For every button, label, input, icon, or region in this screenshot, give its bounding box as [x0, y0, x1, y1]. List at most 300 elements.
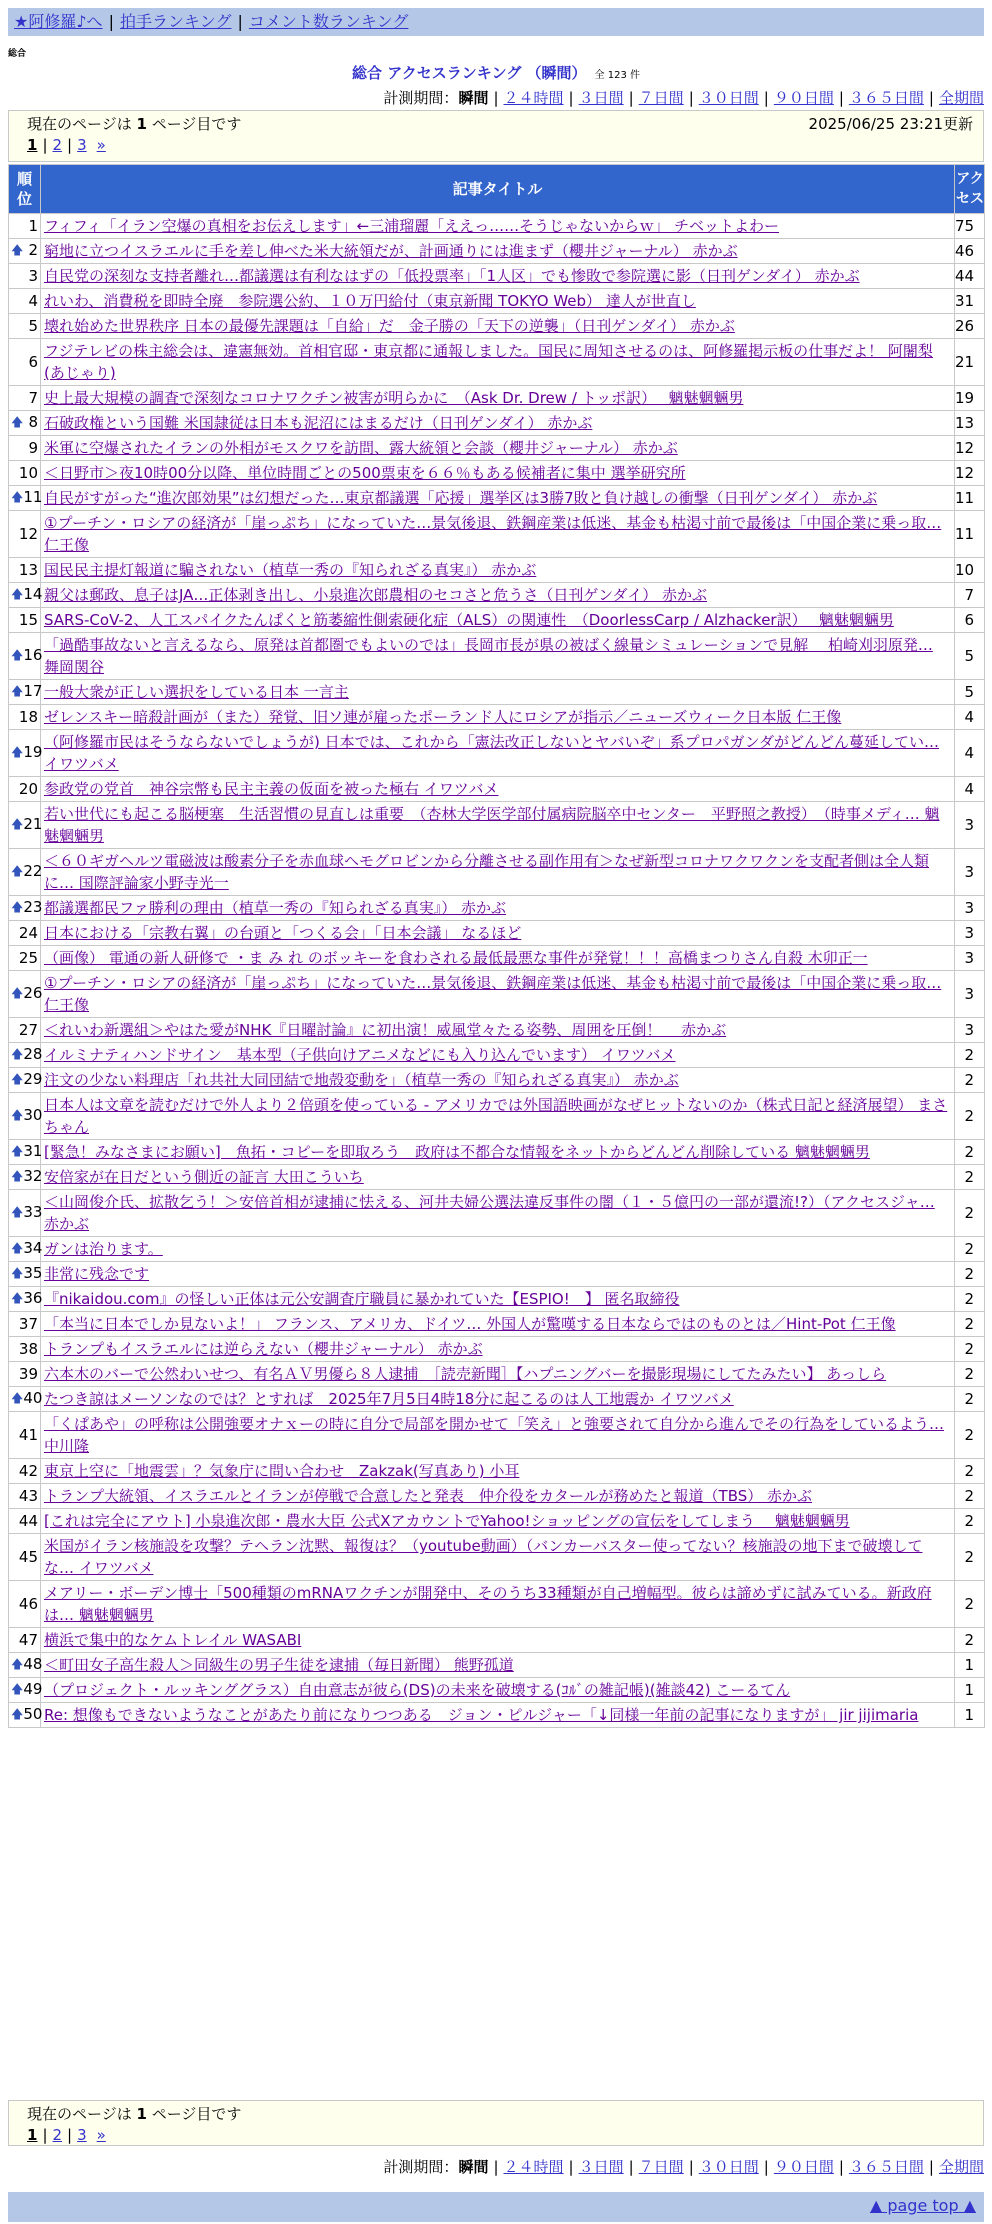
- access-count: 4: [955, 777, 985, 802]
- rank-cell: [9, 1262, 41, 1287]
- article-link[interactable]: 六本木のバーで公然わいせつ、有名ＡＶ男優ら８人逮捕 ［読売新聞］【ハプニングバーを撮影現場にしてたみたい】 あっしら: [44, 1365, 887, 1383]
- page-link-0[interactable]: 1: [27, 136, 38, 154]
- page-link-2[interactable]: 3: [77, 136, 87, 154]
- access-count: 5: [955, 680, 985, 705]
- access-count: 3: [955, 1018, 985, 1043]
- article-link[interactable]: ＜山岡俊介氏、拡散乞う！＞安倍首相が逮捕に怯える、河井夫婦公選法違反事件の闇（１・５億円の一部が還流!?）（アクセスジャ… 赤かぶ: [44, 1193, 935, 1233]
- table-row: [9, 1337, 985, 1362]
- article-link[interactable]: フィフィ「イラン空爆の真相をお伝えします」←三浦瑠麗「ええっ……そうじゃないからｗ」 チベットよわー: [44, 217, 779, 235]
- title-cell: [41, 849, 955, 896]
- rank-cell: [9, 1165, 41, 1190]
- rank-cell: [9, 802, 41, 849]
- rank-number: 26: [23, 983, 43, 1002]
- access-count: 4: [955, 705, 985, 730]
- up-arrow-icon: 🡅: [11, 1706, 24, 1721]
- rank-number: 1: [28, 217, 38, 235]
- access-count: 75: [955, 214, 985, 239]
- rank-cell: [9, 1287, 41, 1312]
- title-cell: [41, 558, 955, 583]
- page-links: [27, 2126, 973, 2144]
- rank-cell: [9, 777, 41, 802]
- article-link[interactable]: 自民がすがった“進次郎効果”は幻想だった…東京都議選「応援」選挙区は3勝7敗と負け越しの衝撃（日刊ゲンダイ） 赤かぶ: [44, 489, 878, 507]
- table-row: [9, 436, 985, 461]
- page-status-suffix: ページ目です: [151, 2105, 242, 2123]
- title-cell: [41, 921, 955, 946]
- page-separator: |: [67, 2126, 73, 2144]
- title-cell: [41, 289, 955, 314]
- title-cell: [41, 486, 955, 511]
- table-header-row: [9, 165, 985, 214]
- access-count: 2: [955, 1459, 985, 1484]
- ranking-table: [8, 164, 985, 1728]
- rank-number: 30: [23, 1105, 43, 1124]
- rank-cell: [9, 511, 41, 558]
- table-row: [9, 1165, 985, 1190]
- table-row: [9, 411, 985, 436]
- rank-number: 7: [28, 389, 38, 407]
- article-link[interactable]: 親父は郵政、息子はJA…正体剥き出し、小泉進次郎農相のセコさと危うさ（日刊ゲンダイ） 赤かぶ: [44, 586, 707, 604]
- page-status-current: 1: [136, 115, 147, 133]
- page-link-3[interactable]: »: [96, 136, 106, 154]
- up-arrow-icon: 🡅: [11, 744, 24, 759]
- up-arrow-icon: 🡅: [11, 1265, 24, 1280]
- rank-number: 29: [23, 1069, 43, 1088]
- access-count: 3: [955, 849, 985, 896]
- rank-cell: [9, 1678, 41, 1703]
- nav-link-1[interactable]: 拍手ランキング: [119, 12, 232, 31]
- rank-number: 37: [18, 1315, 38, 1333]
- access-count: 44: [955, 264, 985, 289]
- table-row: [9, 314, 985, 339]
- access-count: 2: [955, 1093, 985, 1140]
- article-link[interactable]: 若い世代にも起こる脳梗塞 生活習慣の見直しは重要 （杏林大学医学部付属病院脳卒中センター 平野照之教授） （時事メディ… 魑魅魍魎男: [44, 805, 940, 845]
- up-arrow-icon: 🡅: [11, 863, 24, 878]
- nav-separator: |: [237, 12, 243, 31]
- page-link-1[interactable]: 2: [52, 2126, 63, 2144]
- table-row: [9, 1628, 985, 1653]
- title-cell: [41, 386, 955, 411]
- rank-number: 33: [23, 1202, 43, 1221]
- article-link[interactable]: [緊急！みなさまにお願い] 魚拓・コピーを即取ろう 政府は不都合な情報をネットからどんどん削除している 魑魅魍魎男: [44, 1143, 870, 1161]
- rank-cell: [9, 1459, 41, 1484]
- rank-cell: [9, 1412, 41, 1459]
- access-count: 2: [955, 1287, 985, 1312]
- page-status: [27, 2103, 973, 2124]
- page-link-1[interactable]: 2: [52, 136, 63, 154]
- rank-cell: [9, 1140, 41, 1165]
- period-link-4[interactable]: ９０日間: [773, 89, 834, 107]
- table-row: [9, 1459, 985, 1484]
- table-row: [9, 921, 985, 946]
- rank-number: 11: [23, 487, 43, 506]
- pager-bottom: [8, 2100, 984, 2146]
- access-count: 2: [955, 1337, 985, 1362]
- access-count: 4: [955, 730, 985, 777]
- updated-time: 2025/06/25 23:21更新: [808, 115, 973, 133]
- rank-number: 34: [23, 1238, 43, 1257]
- period-link-4[interactable]: ９０日間: [773, 2158, 834, 2176]
- article-link[interactable]: ＜日野市＞夜10時00分以降、単位時間ごとの500票束を６６％もある候補者に集中 選挙研究所: [44, 464, 686, 482]
- article-link[interactable]: ①プーチン・ロシアの経済が「崖っぷち」になっていた…景気後退、鉄鋼産業は低迷、基金も枯渇寸前で最後は「中国企業に乗っ取… 仁王像: [44, 974, 942, 1014]
- rank-cell: [9, 1534, 41, 1581]
- access-count: 2: [955, 1140, 985, 1165]
- table-row: [9, 802, 985, 849]
- access-count: 1: [955, 1703, 985, 1728]
- page-title: [0, 62, 992, 83]
- title-cell: [41, 1165, 955, 1190]
- rank-cell: [9, 386, 41, 411]
- title-cell: [41, 411, 955, 436]
- access-count: 2: [955, 1509, 985, 1534]
- up-arrow-icon: 🡅: [11, 899, 24, 914]
- title-cell: [41, 339, 955, 386]
- up-arrow-icon: 🡅: [11, 1071, 24, 1086]
- rank-cell: [9, 971, 41, 1018]
- period-current: 瞬間: [458, 89, 489, 107]
- access-count: 2: [955, 1312, 985, 1337]
- up-arrow-icon: 🡅: [11, 1390, 24, 1405]
- title-cell: [41, 314, 955, 339]
- article-link[interactable]: 「過酷事故ないと言えるなら、原発は首都圏でもよいのでは」長岡市長が県の被ばく線量シミュレーションで見解 柏崎刈羽原発… 舞岡関谷: [44, 636, 933, 676]
- rank-cell: [9, 730, 41, 777]
- rank-cell: [9, 1312, 41, 1337]
- article-link[interactable]: 壊れ始めた世界秩序 日本の最優先課題は「自給」だ 金子勝の「天下の逆襲」（日刊ゲンダイ） 赤かぶ: [44, 317, 735, 335]
- title-cell: [41, 1362, 955, 1387]
- table-row: [9, 239, 985, 264]
- title-cell: [41, 680, 955, 705]
- rank-cell: [9, 583, 41, 608]
- access-count: 7: [955, 583, 985, 608]
- rank-number: 35: [23, 1263, 43, 1282]
- rank-number: 42: [18, 1462, 38, 1480]
- title-cell: [41, 214, 955, 239]
- article-link[interactable]: 米軍に空爆されたイランの外相がモスクワを訪問、露大統領と会談（櫻井ジャーナル） 赤かぶ: [44, 439, 678, 457]
- period-link-5[interactable]: ３６５日間: [848, 2158, 924, 2176]
- access-count: 11: [955, 511, 985, 558]
- rank-number: 10: [18, 464, 38, 482]
- table-row: [9, 971, 985, 1018]
- rank-cell: [9, 1362, 41, 1387]
- rank-cell: [9, 339, 41, 386]
- table-row: [9, 1043, 985, 1068]
- table-row: [9, 1068, 985, 1093]
- article-link[interactable]: 史上最大規模の調査で深刻なコロナワクチン被害が明らかに （Ask Dr. Drew / トッポ訳） 魑魅魍魎男: [44, 389, 744, 407]
- table-row: [9, 289, 985, 314]
- rank-cell: [9, 461, 41, 486]
- rank-cell: [9, 705, 41, 730]
- period-link-3[interactable]: ３０日間: [698, 2158, 759, 2176]
- rank-number: 19: [23, 742, 43, 761]
- period-link-6[interactable]: 全期間: [938, 89, 984, 107]
- total-count: 全 123 件: [594, 70, 640, 81]
- title-cell: [41, 730, 955, 777]
- period-separator: |: [688, 89, 694, 107]
- rank-cell: [9, 921, 41, 946]
- access-count: 5: [955, 633, 985, 680]
- access-count: 3: [955, 896, 985, 921]
- top-nav-bar: [8, 8, 984, 36]
- title-cell: [41, 1018, 955, 1043]
- table-row: [9, 777, 985, 802]
- article-link[interactable]: ゼレンスキー暗殺計画が（また）発覚、旧ソ連が雇ったポーランド人にロシアが指示／ニューズウィーク日本版 仁王像: [44, 708, 842, 726]
- period-separator: |: [838, 2158, 844, 2176]
- table-row: [9, 511, 985, 558]
- access-count: 1: [955, 1678, 985, 1703]
- article-link[interactable]: 非常に残念です: [44, 1265, 150, 1283]
- up-arrow-icon: 🡅: [11, 683, 24, 698]
- title-cell: [41, 1337, 955, 1362]
- table-row: [9, 386, 985, 411]
- page-link-3[interactable]: »: [96, 2126, 106, 2144]
- article-link[interactable]: メアリー・ボーデン博士「500種類のmRNAワクチンが開発中、そのうち33種類が自己増幅型。彼らは諦めずに試みている。新政府は… 魑魅魍魎男: [44, 1584, 932, 1624]
- rank-cell: [9, 1509, 41, 1534]
- access-count: 19: [955, 386, 985, 411]
- article-link[interactable]: フジテレビの株主総会は、違憲無効。首相官邸・東京都に通報しました。国民に周知させるのは、阿修羅掲示板の仕事だよ！ 阿闍梨(あじゃり): [44, 342, 933, 382]
- article-link[interactable]: ①プーチン・ロシアの経済が「崖っぷち」になっていた…景気後退、鉄鋼産業は低迷、基金も枯渇寸前で最後は「中国企業に乗っ取… 仁王像: [44, 514, 942, 554]
- article-link[interactable]: ＜町田女子高生殺人＞同級生の男子生徒を逮捕（毎日新聞） 熊野孤道: [44, 1656, 514, 1674]
- title-cell: [41, 777, 955, 802]
- access-count: 2: [955, 1628, 985, 1653]
- access-count: 2: [955, 1068, 985, 1093]
- table-row: [9, 680, 985, 705]
- period-link-2[interactable]: ７日間: [638, 89, 684, 107]
- page-separator: |: [67, 136, 73, 154]
- period-link-0[interactable]: ２４時間: [503, 2158, 564, 2176]
- rank-cell: [9, 896, 41, 921]
- period-separator: |: [928, 2158, 934, 2176]
- title-cell: [41, 608, 955, 633]
- title-cell: [41, 971, 955, 1018]
- rank-cell: [9, 1703, 41, 1728]
- article-link[interactable]: 国民民主提灯報道に騙されない（植草一秀の『知られざる真実』） 赤かぶ: [44, 561, 537, 579]
- up-arrow-icon: 🡅: [11, 1240, 24, 1255]
- rank-cell: [9, 314, 41, 339]
- rank-number: 22: [23, 861, 43, 880]
- access-count: 2: [955, 1165, 985, 1190]
- article-link[interactable]: 東京上空に「地震雲」？気象庁に問い合わせ Zakzak(写真あり) 小耳: [44, 1462, 520, 1480]
- bottom-bar: [8, 2192, 984, 2222]
- pager-top: [8, 110, 984, 162]
- period-separator: |: [763, 89, 769, 107]
- access-count: 26: [955, 314, 985, 339]
- up-arrow-icon: 🡅: [11, 1204, 24, 1219]
- access-count: 3: [955, 802, 985, 849]
- article-link[interactable]: トランプもイスラエルには逆らえない（櫻井ジャーナル） 赤かぶ: [44, 1340, 483, 1358]
- table-row: [9, 1678, 985, 1703]
- title-cell: [41, 1509, 955, 1534]
- article-link[interactable]: れいわ、消費税を即時全廃 参院選公約、１０万円給付（東京新聞 TOKYO Web） 達人が世直し: [44, 292, 696, 310]
- rank-number: 25: [18, 949, 38, 967]
- rank-cell: [9, 436, 41, 461]
- article-link[interactable]: 横浜で集中的なケムトレイル WASABI: [44, 1631, 302, 1649]
- article-link[interactable]: 注文の少ない料理店「れ共社大同団結で地殻変動を」（植草一秀の『知られざる真実』） 赤かぶ: [44, 1071, 679, 1089]
- period-separator: |: [763, 2158, 769, 2176]
- access-count: 46: [955, 239, 985, 264]
- article-link[interactable]: 米国がイラン核施設を攻撃？テヘラン沈黙、報復は？（youtube動画）（バンカーバスター使ってない？核施設の地下まで破壊してな… イワツバメ: [44, 1537, 923, 1577]
- rank-number: 17: [23, 681, 43, 700]
- nav-link-2[interactable]: コメント数ランキング: [248, 12, 409, 31]
- article-link[interactable]: 自民党の深刻な支持者離れ…都議選は有利なはずの「低投票率」「1人区」でも惨敗で参院選に影（日刊ゲンダイ） 赤かぶ: [44, 267, 860, 285]
- up-arrow-icon: 🡅: [11, 985, 24, 1000]
- period-link-1[interactable]: ３日間: [578, 89, 624, 107]
- article-link[interactable]: 日本人は文章を読むだけで外人より２倍頭を使っている - アメリカでは外国語映画がなぜヒットないのか（株式日記と経済展望） まさちゃん: [44, 1096, 948, 1136]
- article-link[interactable]: 一般大衆が正しい選択をしている日本 一言主: [44, 683, 349, 701]
- rank-number: 38: [18, 1340, 38, 1358]
- rank-cell: [9, 1237, 41, 1262]
- rank-cell: [9, 680, 41, 705]
- title-cell: [41, 1043, 955, 1068]
- rank-number: 36: [23, 1288, 43, 1307]
- access-count: 1: [955, 1653, 985, 1678]
- title-cell: [41, 1262, 955, 1287]
- table-row: [9, 558, 985, 583]
- article-link[interactable]: ＜６０ギガヘルツ電磁波は酸素分子を赤血球ヘモグロビンから分離させる副作用有＞なぜ新型コロナワクワクンを支配者側は全人類に… 国際評論家小野寺光一: [44, 852, 930, 892]
- page-top-link[interactable]: ▲ page top ▲: [869, 2196, 976, 2215]
- article-link[interactable]: （プロジェクト・ルッキンググラス）自由意志が彼ら(DS)の未来を破壊する(ｺﾙﾞの雑記帳)(雑談42) こーるてん: [44, 1681, 791, 1699]
- rank-cell: [9, 1068, 41, 1093]
- title-cell: [41, 1412, 955, 1459]
- table-row: [9, 1262, 985, 1287]
- article-link[interactable]: 窮地に立つイスラエルに手を差し伸べた米大統領だが、計画通りには進まず（櫻井ジャーナル） 赤かぶ: [44, 242, 738, 260]
- up-arrow-icon: 🡅: [11, 1107, 24, 1122]
- table-row: [9, 264, 985, 289]
- table-row: [9, 1653, 985, 1678]
- article-link[interactable]: イルミナティハンドサイン 基本型（子供向けアニメなどにも入り込んでいます） イワツバメ: [44, 1046, 676, 1064]
- header-rank-label: 順位: [16, 170, 32, 208]
- table-row: [9, 1093, 985, 1140]
- table-row: [9, 1362, 985, 1387]
- title-cell: [41, 1237, 955, 1262]
- article-link[interactable]: 日本における「宗教右翼」の台頭と「つくる会」「日本会議」 なるほど: [44, 924, 522, 942]
- title-cell: [41, 896, 955, 921]
- up-arrow-icon: 🡅: [11, 1681, 24, 1696]
- title-cell: [41, 1653, 955, 1678]
- rank-cell: [9, 1043, 41, 1068]
- article-link[interactable]: 『nikaidou.com』の怪しい正体は元公安調査庁職員に暴かれていた【ESPIO! 】 匿名取締役: [44, 1290, 680, 1308]
- page-links: [27, 136, 973, 154]
- rank-number: 16: [23, 645, 43, 664]
- article-link[interactable]: 「本当に日本でしか見ないよ！」 フランス、アメリカ、ドイツ… 外国人が驚嘆する日本ならではのものとは／Hint-Pot 仁王像: [44, 1315, 896, 1333]
- title-cell: [41, 1581, 955, 1628]
- title-cell: [41, 1703, 955, 1728]
- page-link-2[interactable]: 3: [77, 2126, 87, 2144]
- header-title: 記事タイトル: [41, 165, 955, 214]
- rank-cell: [9, 1581, 41, 1628]
- period-link-0[interactable]: ２４時間: [503, 89, 564, 107]
- article-link[interactable]: （画像） 電通の新人研修で ・ま み れ のボッキーを食わされる最低最悪な事件が発覚！！！高橋まつりさん自殺 木卯正一: [44, 949, 868, 967]
- table-row: [9, 705, 985, 730]
- article-link[interactable]: ＜れいわ新選組＞やはた愛がNHK『日曜討論』に初出演！威風堂々たる姿勢、周囲を圧倒！ 赤かぶ: [44, 1021, 727, 1039]
- title-cell: [41, 239, 955, 264]
- article-link[interactable]: 石破政権という国難 米国隷従は日本も泥沼にはまるだけ（日刊ゲンダイ） 赤かぶ: [44, 414, 593, 432]
- header-access-label: アクセス: [956, 171, 984, 207]
- category-label: 総合: [8, 49, 27, 59]
- table-row: [9, 946, 985, 971]
- access-count: 2: [955, 1412, 985, 1459]
- nav-link-0[interactable]: ★阿修羅♪へ: [14, 12, 103, 31]
- period-link-6[interactable]: 全期間: [938, 2158, 984, 2176]
- rank-cell: [9, 849, 41, 896]
- article-link[interactable]: 安倍家が在日だという側近の証言 大田こういち: [44, 1168, 364, 1186]
- article-link[interactable]: たつき諒はメーソンなのでは？とすれば 2025年7月5日4時18分に起こるのは人工地震か イワツバメ: [44, 1390, 734, 1408]
- table-row: [9, 730, 985, 777]
- up-arrow-icon: 🡅: [11, 1143, 24, 1158]
- table-row: [9, 1412, 985, 1459]
- rank-number: 23: [23, 897, 43, 916]
- rank-cell: [9, 264, 41, 289]
- table-row: [9, 896, 985, 921]
- access-count: 21: [955, 339, 985, 386]
- rank-number: 45: [18, 1548, 38, 1566]
- period-link-2[interactable]: ７日間: [638, 2158, 684, 2176]
- rank-cell: [9, 633, 41, 680]
- period-separator: |: [628, 2158, 634, 2176]
- rank-cell: [9, 1387, 41, 1412]
- article-link[interactable]: トランプ大統領、イスラエルとイランが停戦で合意したと発表 仲介役をカタールが務めたと報道（TBS） 赤かぶ: [44, 1487, 813, 1505]
- rank-number: 13: [18, 561, 38, 579]
- header-rank: [9, 165, 41, 214]
- up-arrow-icon: 🡅: [11, 242, 24, 257]
- page-link-0[interactable]: 1: [27, 2126, 38, 2144]
- table-row: [9, 1703, 985, 1728]
- period-separator: |: [493, 89, 499, 107]
- article-link[interactable]: 「くぱあや」の呼称は公開強要オナｘーの時に自分で局部を開かせて「笑え」と強要されて自分から進んでその行為をしているよう… 中川隆: [44, 1415, 945, 1455]
- access-count: 2: [955, 1262, 985, 1287]
- title-cell: [41, 461, 955, 486]
- access-count: 6: [955, 608, 985, 633]
- article-link[interactable]: Re: 想像もできないようなことがあたり前になりつつある ジョン・ピルジャー「↓同様一年前の記事になりますが」 jir jijimaria: [44, 1706, 919, 1724]
- title-cell: [41, 1068, 955, 1093]
- rank-cell: [9, 411, 41, 436]
- rank-number: 43: [18, 1487, 38, 1505]
- rank-number: 50: [23, 1704, 43, 1723]
- ranking-title: 総合 アクセスランキング （瞬間）: [352, 64, 587, 82]
- up-arrow-icon: 🡅: [11, 1290, 24, 1305]
- title-cell: [41, 264, 955, 289]
- article-link[interactable]: ガンは治ります。: [44, 1240, 163, 1258]
- article-link[interactable]: SARS-CoV-2、人工スパイクたんぱくと筋萎縮性側索硬化症（ALS）の関連性 （DoorlessCarp / Alzhacker訳） 魑魅魍魎男: [44, 611, 894, 629]
- rank-number: 21: [23, 814, 43, 833]
- rank-cell: [9, 558, 41, 583]
- access-count: 12: [955, 461, 985, 486]
- title-cell: [41, 436, 955, 461]
- nav-separator: |: [108, 12, 114, 31]
- period-link-1[interactable]: ３日間: [578, 2158, 624, 2176]
- access-count: 31: [955, 289, 985, 314]
- period-link-5[interactable]: ３６５日間: [848, 89, 924, 107]
- page-status-prefix: 現在のページは: [27, 2105, 132, 2123]
- title-cell: [41, 1312, 955, 1337]
- article-link[interactable]: （阿修羅市民はそうならないでしょうが) 日本では、これから「憲法改正しないとヤバいぞ」系プロパガンダがどんどん蔓延してい… イワツバメ: [44, 733, 940, 773]
- period-link-3[interactable]: ３０日間: [698, 89, 759, 107]
- rank-number: 5: [28, 317, 38, 335]
- rank-number: 41: [18, 1426, 38, 1444]
- article-link[interactable]: 都議選都民ファ勝利の理由（植草一秀の『知られざる真実』） 赤かぶ: [44, 899, 506, 917]
- rank-cell: [9, 289, 41, 314]
- article-link[interactable]: [これは完全にアウト] 小泉進次郎・農水大臣 公式XアカウントでYahoo!ショッピングの宣伝をしてしまう 魑魅魍魎男: [44, 1512, 850, 1530]
- article-link[interactable]: 参政党の党首 神谷宗幣も民主主義の仮面を被った極右 イワツバメ: [44, 780, 499, 798]
- period-separator: |: [688, 2158, 694, 2176]
- rank-cell: [9, 1628, 41, 1653]
- up-arrow-icon: 🡅: [11, 647, 24, 662]
- access-count: 2: [955, 1581, 985, 1628]
- rank-cell: [9, 1190, 41, 1237]
- period-separator: |: [493, 2158, 499, 2176]
- table-row: [9, 1581, 985, 1628]
- rank-number: 47: [18, 1631, 38, 1649]
- up-arrow-icon: 🡅: [11, 489, 24, 504]
- rank-number: 6: [28, 353, 38, 371]
